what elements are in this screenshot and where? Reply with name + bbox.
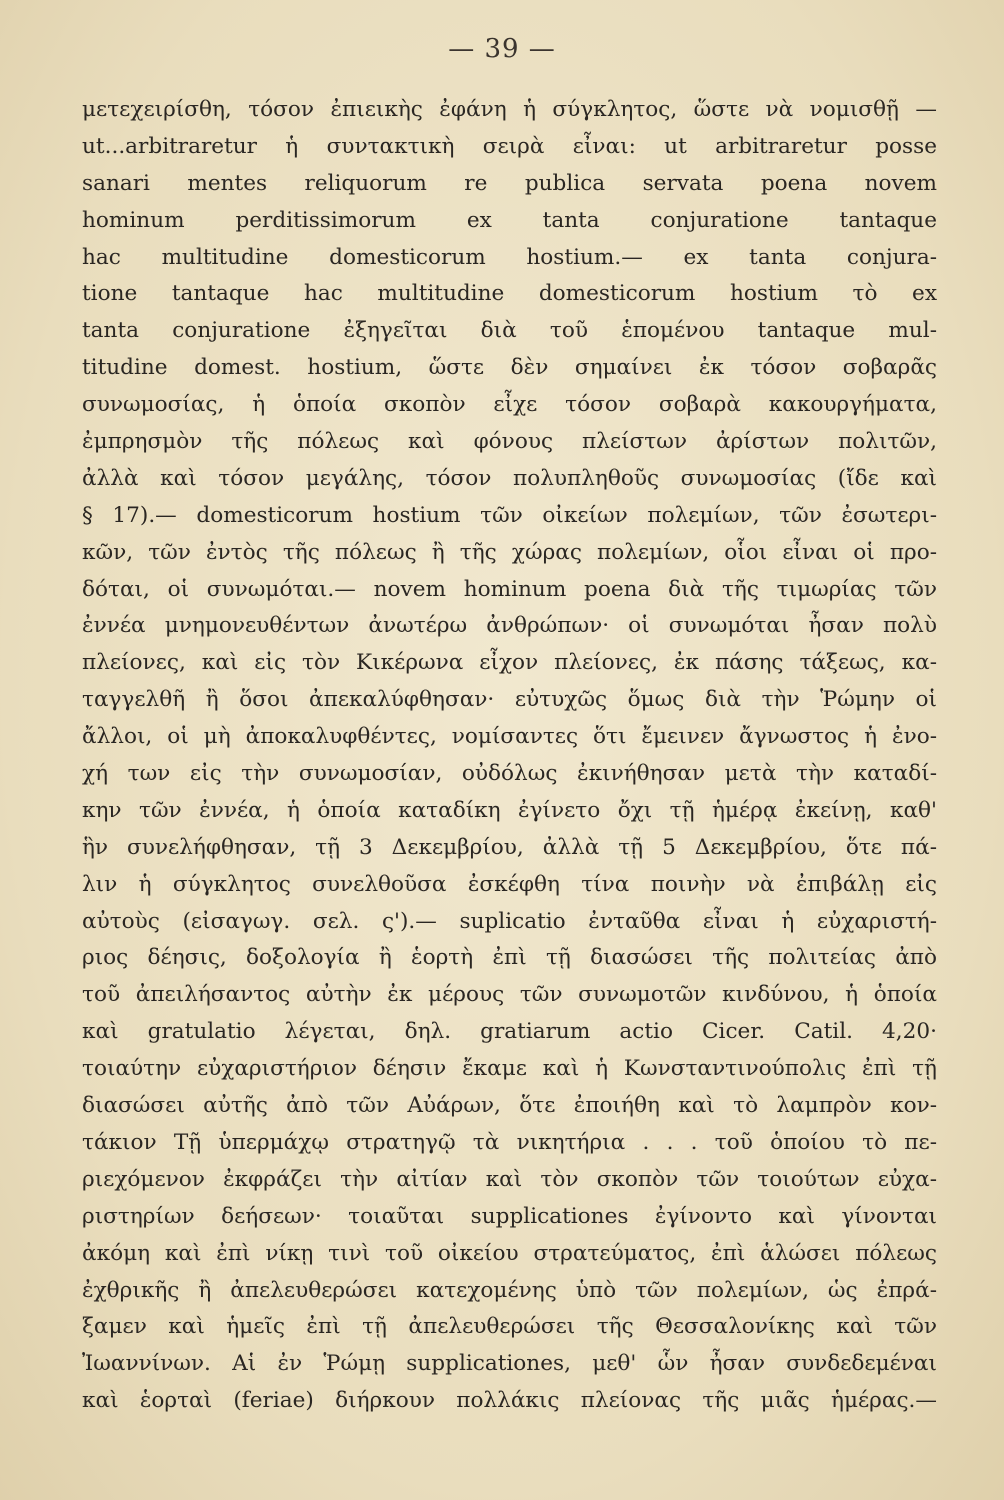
text-line: χή των εἰς τὴν συνωμοσίαν, οὐδόλως ἐκινήθησαν μετὰ τὴν καταδί- [82, 761, 937, 787]
text-line: titudine domest. hostium, ὥστε δὲν σημαίνει ἐκ τόσον σοβαρᾶς [82, 355, 937, 381]
text-line: τοιαύτην εὐχαριστήριον δέησιν ἔκαμε καὶ ἡ Κωνσταντινούπολις ἐπὶ τῇ [82, 1056, 937, 1082]
text-line: ριεχόμενον ἐκφράζει τὴν αἰτίαν καὶ τὸν σκοπὸν τῶν τοιούτων εὐχα- [82, 1166, 937, 1192]
text-line: πλείονες, καὶ εἰς τὸν Κικέρωνα εἶχον πλείονες, ἐκ πάσης τάξεως, κα- [82, 650, 937, 676]
body-text [82, 92, 937, 1420]
text-line: ἐχθρικῆς ἢ ἀπελευθερώσει κατεχομένης ὑπὸ τῶν πολεμίων, ὡς ἐπρά- [82, 1277, 937, 1303]
text-line: διασώσει αὐτῆς ἀπὸ τῶν Αὐάρων, ὅτε ἐποιήθη καὶ τὸ λαμπρὸν κον- [82, 1093, 937, 1119]
text-line: τάκιον Τῇ ὑπερμάχῳ στρατηγῷ τὰ νικητήρια . . . τοῦ ὁποίου τὸ πε- [82, 1129, 937, 1155]
text-line: τοῦ ἀπειλήσαντος αὐτὴν ἐκ μέρους τῶν συνωμοτῶν κινδύνου, ἡ ὁποία [82, 982, 937, 1008]
text-line: κῶν, τῶν ἐντὸς τῆς πόλεως ἢ τῆς χώρας πολεμίων, οἷοι εἶναι οἱ προ- [82, 539, 937, 565]
text-line: ἐμπρησμὸν τῆς πόλεως καὶ φόνους πλείστων ἀρίστων πολιτῶν, [82, 429, 937, 455]
text-line: ἣν συνελήφθησαν, τῇ 3 Δεκεμβρίου, ἀλλὰ τῇ 5 Δεκεμβρίου, ὅτε πά- [82, 834, 937, 860]
text-line: καὶ ἑορταὶ (feriae) διήρκουν πολλάκις πλείονας τῆς μιᾶς ἡμέρας.— [82, 1388, 937, 1414]
text-line: ταγγελθῆ ἢ ὅσοι ἀπεκαλύφθησαν· εὐτυχῶς ὅμως διὰ τὴν Ῥώμην οἱ [82, 687, 937, 713]
text-line: § 17).— domesticorum hostium τῶν οἰκείων πολεμίων, τῶν ἐσωτερι- [82, 502, 937, 528]
text-line: Ἰωαννίνων. Αἱ ἐν Ῥώμῃ supplicationes, μεθ' ὧν ἦσαν συνδεδεμέναι [82, 1351, 937, 1377]
text-line: ξαμεν καὶ ἡμεῖς ἐπὶ τῇ ἀπελευθερώσει τῆς Θεσσαλονίκης καὶ τῶν [82, 1314, 937, 1340]
text-line: λιν ἡ σύγκλητος συνελθοῦσα ἐσκέφθη τίνα ποινὴν νὰ ἐπιβάλῃ εἰς [82, 871, 937, 897]
text-line: tanta conjuratione ἐξηγεῖται διὰ τοῦ ἑπομένου tantaque mul- [82, 318, 937, 344]
text-line: συνωμοσίας, ἡ ὁποία σκοπὸν εἶχε τόσον σοβαρὰ κακουργήματα, [82, 392, 937, 418]
text-line: hac multitudine domesticorum hostium.— ex tanta conjura- [82, 244, 937, 270]
text-line: ριος δέησις, δοξολογία ἢ ἑορτὴ ἐπὶ τῇ διασώσει τῆς πολιτείας ἀπὸ [82, 945, 937, 971]
text-line: ἐννέα μνημονευθέντων ἀνωτέρω ἀνθρώπων· οἱ συνωμόται ἦσαν πολὺ [82, 613, 937, 639]
text-line: αὐτοὺς (εἰσαγωγ. σελ. ς').— suplicatio ἐνταῦθα εἶναι ἡ εὐχαριστή- [82, 908, 937, 934]
page-number: — 39 — [448, 34, 556, 64]
text-line: καὶ gratulatio λέγεται, δηλ. gratiarum actio Cicer. Catil. 4,20· [82, 1019, 937, 1045]
text-line: ἄλλοι, οἱ μὴ ἀποκαλυφθέντες, νομίσαντες ὅτι ἔμεινεν ἄγνωστος ἡ ἐνο- [82, 724, 937, 750]
text-line: ut...arbitraretur ἡ συντακτικὴ σειρὰ εἶναι: ut arbitraretur posse [82, 133, 937, 159]
text-line: ριστηρίων δεήσεων· τοιαῦται supplicationes ἐγίνοντο καὶ γίνονται [82, 1203, 937, 1229]
text-line: δόται, οἱ συνωμόται.— novem hominum poena διὰ τῆς τιμωρίας τῶν [82, 576, 937, 602]
text-line: κην τῶν ἐννέα, ἡ ὁποία καταδίκη ἐγίνετο ὄχι τῇ ἡμέρᾳ ἐκείνῃ, καθ' [82, 797, 937, 823]
text-line: sanari mentes reliquorum re publica servata poena novem [82, 170, 937, 196]
text-line: hominum perditissimorum ex tanta conjuratione tantaque [82, 207, 937, 233]
text-line: ἀκόμη καὶ ἐπὶ νίκῃ τινὶ τοῦ οἰκείου στρατεύματος, ἐπὶ ἁλώσει πόλεως [82, 1240, 937, 1266]
text-line: ἀλλὰ καὶ τόσον μεγάλης, τόσον πολυπληθοῦς συνωμοσίας (ἴδε καὶ [82, 465, 937, 491]
text-line: μετεχειρίσθη, τόσον ἐπιεικὴς ἐφάνη ἡ σύγκλητος, ὥστε νὰ νομισθῇ — [82, 97, 937, 122]
text-line: tione tantaque hac multitudine domesticorum hostium τὸ ex [82, 281, 937, 307]
